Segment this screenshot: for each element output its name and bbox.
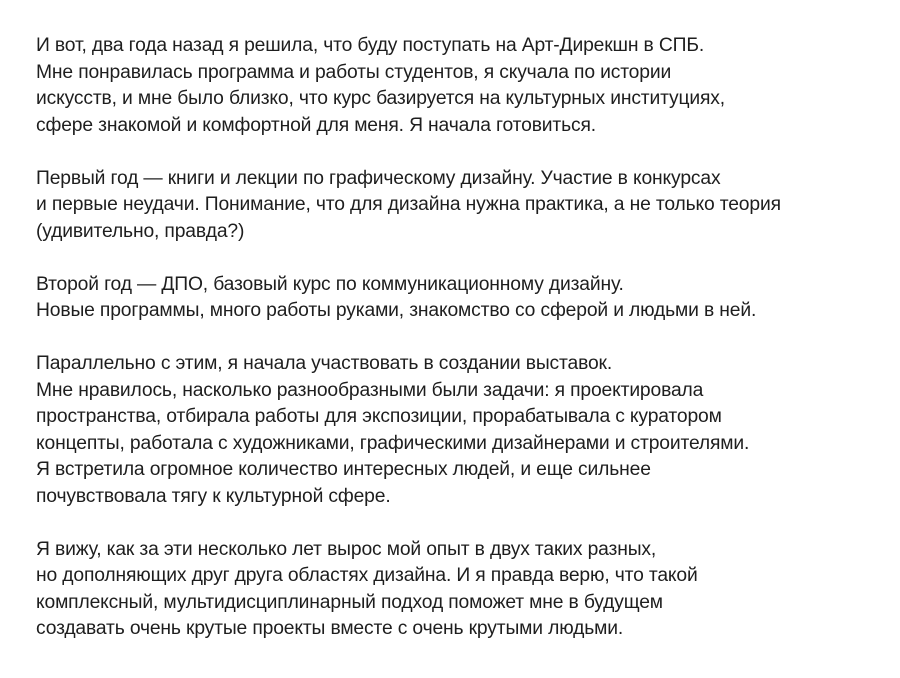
text-line: сфере знакомой и комфортной для меня. Я начала готовиться. (36, 114, 596, 136)
text-line: (удивительно, правда?) (36, 220, 245, 242)
text-line: Я вижу, как за эти несколько лет вырос мой опыт в двух таких разных, (36, 538, 657, 560)
paragraph-exhibitions (36, 351, 900, 510)
text-line: Мне понравилась программа и работы студентов, я скучала по истории (36, 61, 672, 83)
paragraph-conclusion (36, 537, 900, 643)
text-line: Параллельно с этим, я начала участвовать в создании выставок. (36, 353, 613, 374)
text-line: почувствовала тягу к культурной сфере. (36, 485, 391, 507)
paragraph-decision (36, 33, 900, 139)
text-line: и первые неудачи. Понимание, что для дизайна нужна практика, а не только теория (36, 194, 781, 215)
text-line: концепты, работала с художниками, графическими дизайнерами и строителями. (36, 432, 750, 454)
text-line: комплексный, мультидисциплинарный подход поможет мне в будущем (36, 591, 663, 613)
text-line: пространства, отбирала работы для экспозиции, прорабатывала с куратором (36, 406, 722, 427)
text-line: Я встретила огромное количество интересных людей, и еще сильнее (36, 459, 651, 480)
text-line: И вот, два года назад я решила, что буду поступать на Арт-Дирекшн в СПБ. (36, 35, 705, 56)
text-line: но дополняющих друг друга областях дизайна. И я правда верю, что такой (36, 565, 698, 586)
text-line: искусств, и мне было близко, что курс базируется на культурных институциях, (36, 88, 726, 109)
text-line: создавать очень крутые проекты вместе с очень крутыми людьми. (36, 618, 624, 639)
text-line: Новые программы, много работы руками, знакомство со сферой и людьми в ней. (36, 300, 757, 321)
text-line: Первый год — книги и лекции по графическому дизайну. Участие в конкурсах (36, 167, 721, 189)
text-line: Второй год — ДПО, базовый курс по коммуникационному дизайну. (36, 273, 624, 295)
paragraph-first-year (36, 166, 900, 246)
paragraph-second-year (36, 272, 900, 325)
text-line: Мне нравилось, насколько разнообразными были задачи: я проектировала (36, 379, 704, 401)
